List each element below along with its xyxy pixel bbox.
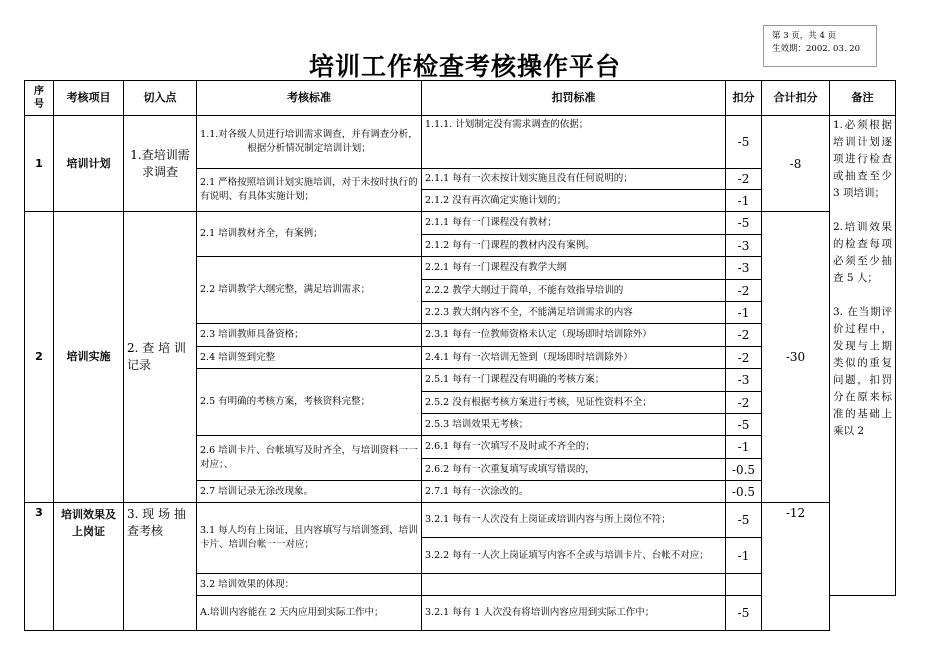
penalty-cell: 2.2.1 每有一门课程没有教学大纲 — [422, 257, 726, 280]
header-row — [25, 81, 896, 116]
document-title: 培训工作检查考核操作平台 — [308, 52, 621, 81]
points-cell: -1 — [726, 302, 762, 324]
penalty-cell: 2.1.2 没有再次确定实施计划的； — [422, 190, 726, 212]
standard-cell: 2.5 有明确的考核方案，考核资料完整； — [197, 369, 422, 436]
section-number: 3 — [25, 503, 54, 631]
standard-cell: 2.3 培训教师具备资格； — [197, 324, 422, 347]
penalty-cell: 2.1.2 每有一门课程的教材内没有案例。 — [422, 235, 726, 257]
penalty-cell: 1.1.1. 计划制定没有需求调查的依据； — [422, 116, 726, 169]
points-cell: -2 — [726, 324, 762, 347]
column-header-standard: 考核标准 — [197, 81, 422, 116]
standard-cell: A.培训内容能在 2 天内应用到实际工作中； — [197, 596, 422, 631]
points-cell: -0.5 — [726, 459, 762, 481]
penalty-cell: 2.4.1 每有一次培训无签到（现场即时培训除外） — [422, 347, 726, 369]
points-cell: -5 — [726, 596, 762, 631]
penalty-cell: 2.1.1 每有一次未按计划实施且没有任何说明的； — [422, 169, 726, 190]
remark-3: 3. 在当期评价过程中，发现与上期类似的重复问题，扣罚分在原来标准的基础上乘以 2 — [833, 306, 892, 437]
section-item: 培训实施 — [54, 212, 124, 503]
section-number: 2 — [25, 212, 54, 503]
points-cell: -5 — [726, 116, 762, 169]
standard-cell: 1.1.对各级人员进行培训需求调查，并有调查分析，根据分析情况制定培训计划； — [197, 116, 422, 169]
section-entry-point: 2. 查 培 训 记录 — [124, 212, 197, 503]
column-header-remarks: 备注 — [830, 81, 896, 116]
penalty-cell: 3.2.1 每有一人次没有上岗证或培训内容与所上岗位不符； — [422, 503, 726, 538]
penalty-cell: 2.5.3 培训效果无考核； — [422, 414, 726, 436]
points-cell: -2 — [726, 347, 762, 369]
remarks-cell — [830, 116, 896, 596]
penalty-cell: 2.5.2 没有根据考核方案进行考核，见证性资料不全； — [422, 392, 726, 414]
section-total: -30 — [762, 212, 830, 503]
section-total: -12 — [762, 503, 830, 631]
column-header-no: 序号 — [25, 81, 54, 116]
points-cell: -3 — [726, 369, 762, 392]
points-cell: -2 — [726, 280, 762, 302]
remark-1: 1.必须根据培训计划逐项进行检查或抽查至少 3 项培训； — [833, 119, 892, 199]
section-entry-point: 3. 现 场 抽 查考核 — [124, 503, 197, 631]
section-total: -8 — [762, 116, 830, 212]
standard-cell: 2.1 严格按照培训计划实施培训，对于未按时执行的有说明、有具体实施计划； — [197, 169, 422, 212]
penalty-cell: 2.6.2 每有一次重复填写或填写错误的， — [422, 459, 726, 481]
points-cell: -5 — [726, 212, 762, 235]
penalty-cell: 2.7.1 每有一次涂改的。 — [422, 481, 726, 503]
standard-cell: 2.4 培训签到完整 — [197, 347, 422, 369]
column-header-total: 合计扣分 — [762, 81, 830, 116]
section-number: 1 — [25, 116, 54, 212]
section-entry-point: 1.查培训需求调查 — [124, 116, 197, 212]
column-header-penalty: 扣罚标准 — [422, 81, 726, 116]
points-cell: -3 — [726, 235, 762, 257]
standard-cell: 3.1 每人均有上岗证，且内容填写与培训签到、培训卡片、培训台帐一一对应； — [197, 503, 422, 574]
points-cell: -5 — [726, 414, 762, 436]
penalty-cell: 2.3.1 每有一位教师资格未认定（现场即时培训除外） — [422, 324, 726, 347]
points-cell: -2 — [726, 169, 762, 190]
points-cell: -1 — [726, 538, 762, 574]
penalty-cell: 3.2.2 每有一人次上岗证填写内容不全或与培训卡片、台帐不对应； — [422, 538, 726, 574]
column-header-points: 扣分 — [726, 81, 762, 116]
points-cell — [726, 574, 762, 596]
page-number-text: 第 3 页，共 4 页 — [772, 31, 837, 41]
standard-cell: 3.2 培训效果的体现： — [197, 574, 422, 596]
standard-cell: 2.7 培训记录无涂改现象。 — [197, 481, 422, 503]
points-cell: -1 — [726, 436, 762, 459]
column-header-entry: 切入点 — [124, 81, 197, 116]
penalty-cell: 2.2.2 教学大纲过于简单，不能有效指导培训的 — [422, 280, 726, 302]
penalty-cell: 2.6.1 每有一次填写不及时或不齐全的； — [422, 436, 726, 459]
table-row — [25, 503, 896, 538]
section-item: 培训计划 — [54, 116, 124, 212]
penalty-cell: 2.5.1 每有一门课程没有明确的考核方案； — [422, 369, 726, 392]
penalty-cell — [422, 574, 726, 596]
inspection-table — [24, 80, 896, 631]
penalty-cell: 2.1.1 每有一门课程没有教材； — [422, 212, 726, 235]
standard-cell: 2.1 培训教材齐全，有案例； — [197, 212, 422, 257]
section-item: 培训效果及上岗证 — [54, 503, 124, 631]
column-header-item: 考核项目 — [54, 81, 124, 116]
points-cell: -5 — [726, 503, 762, 538]
penalty-cell: 3.2.1 每有 1 人次没有将培训内容应用到实际工作中； — [422, 596, 726, 631]
points-cell: -0.5 — [726, 481, 762, 503]
effective-date-text: 生效期：2002. 03. 20 — [772, 44, 861, 54]
table-row — [25, 116, 896, 169]
standard-cell: 2.2 培训教学大纲完整，满足培训需求； — [197, 257, 422, 324]
points-cell: -3 — [726, 257, 762, 280]
standard-cell: 2.6 培训卡片、台帐填写及时齐全，与培训资料一一对应；、 — [197, 436, 422, 481]
points-cell: -1 — [726, 190, 762, 212]
table-row — [25, 212, 896, 235]
penalty-cell: 2.2.3 教大纲内容不全，不能满足培训需求的内容 — [422, 302, 726, 324]
points-cell: -2 — [726, 392, 762, 414]
remark-2: 2.培训效果的检查每项必须至少抽查 5 人； — [833, 221, 892, 284]
